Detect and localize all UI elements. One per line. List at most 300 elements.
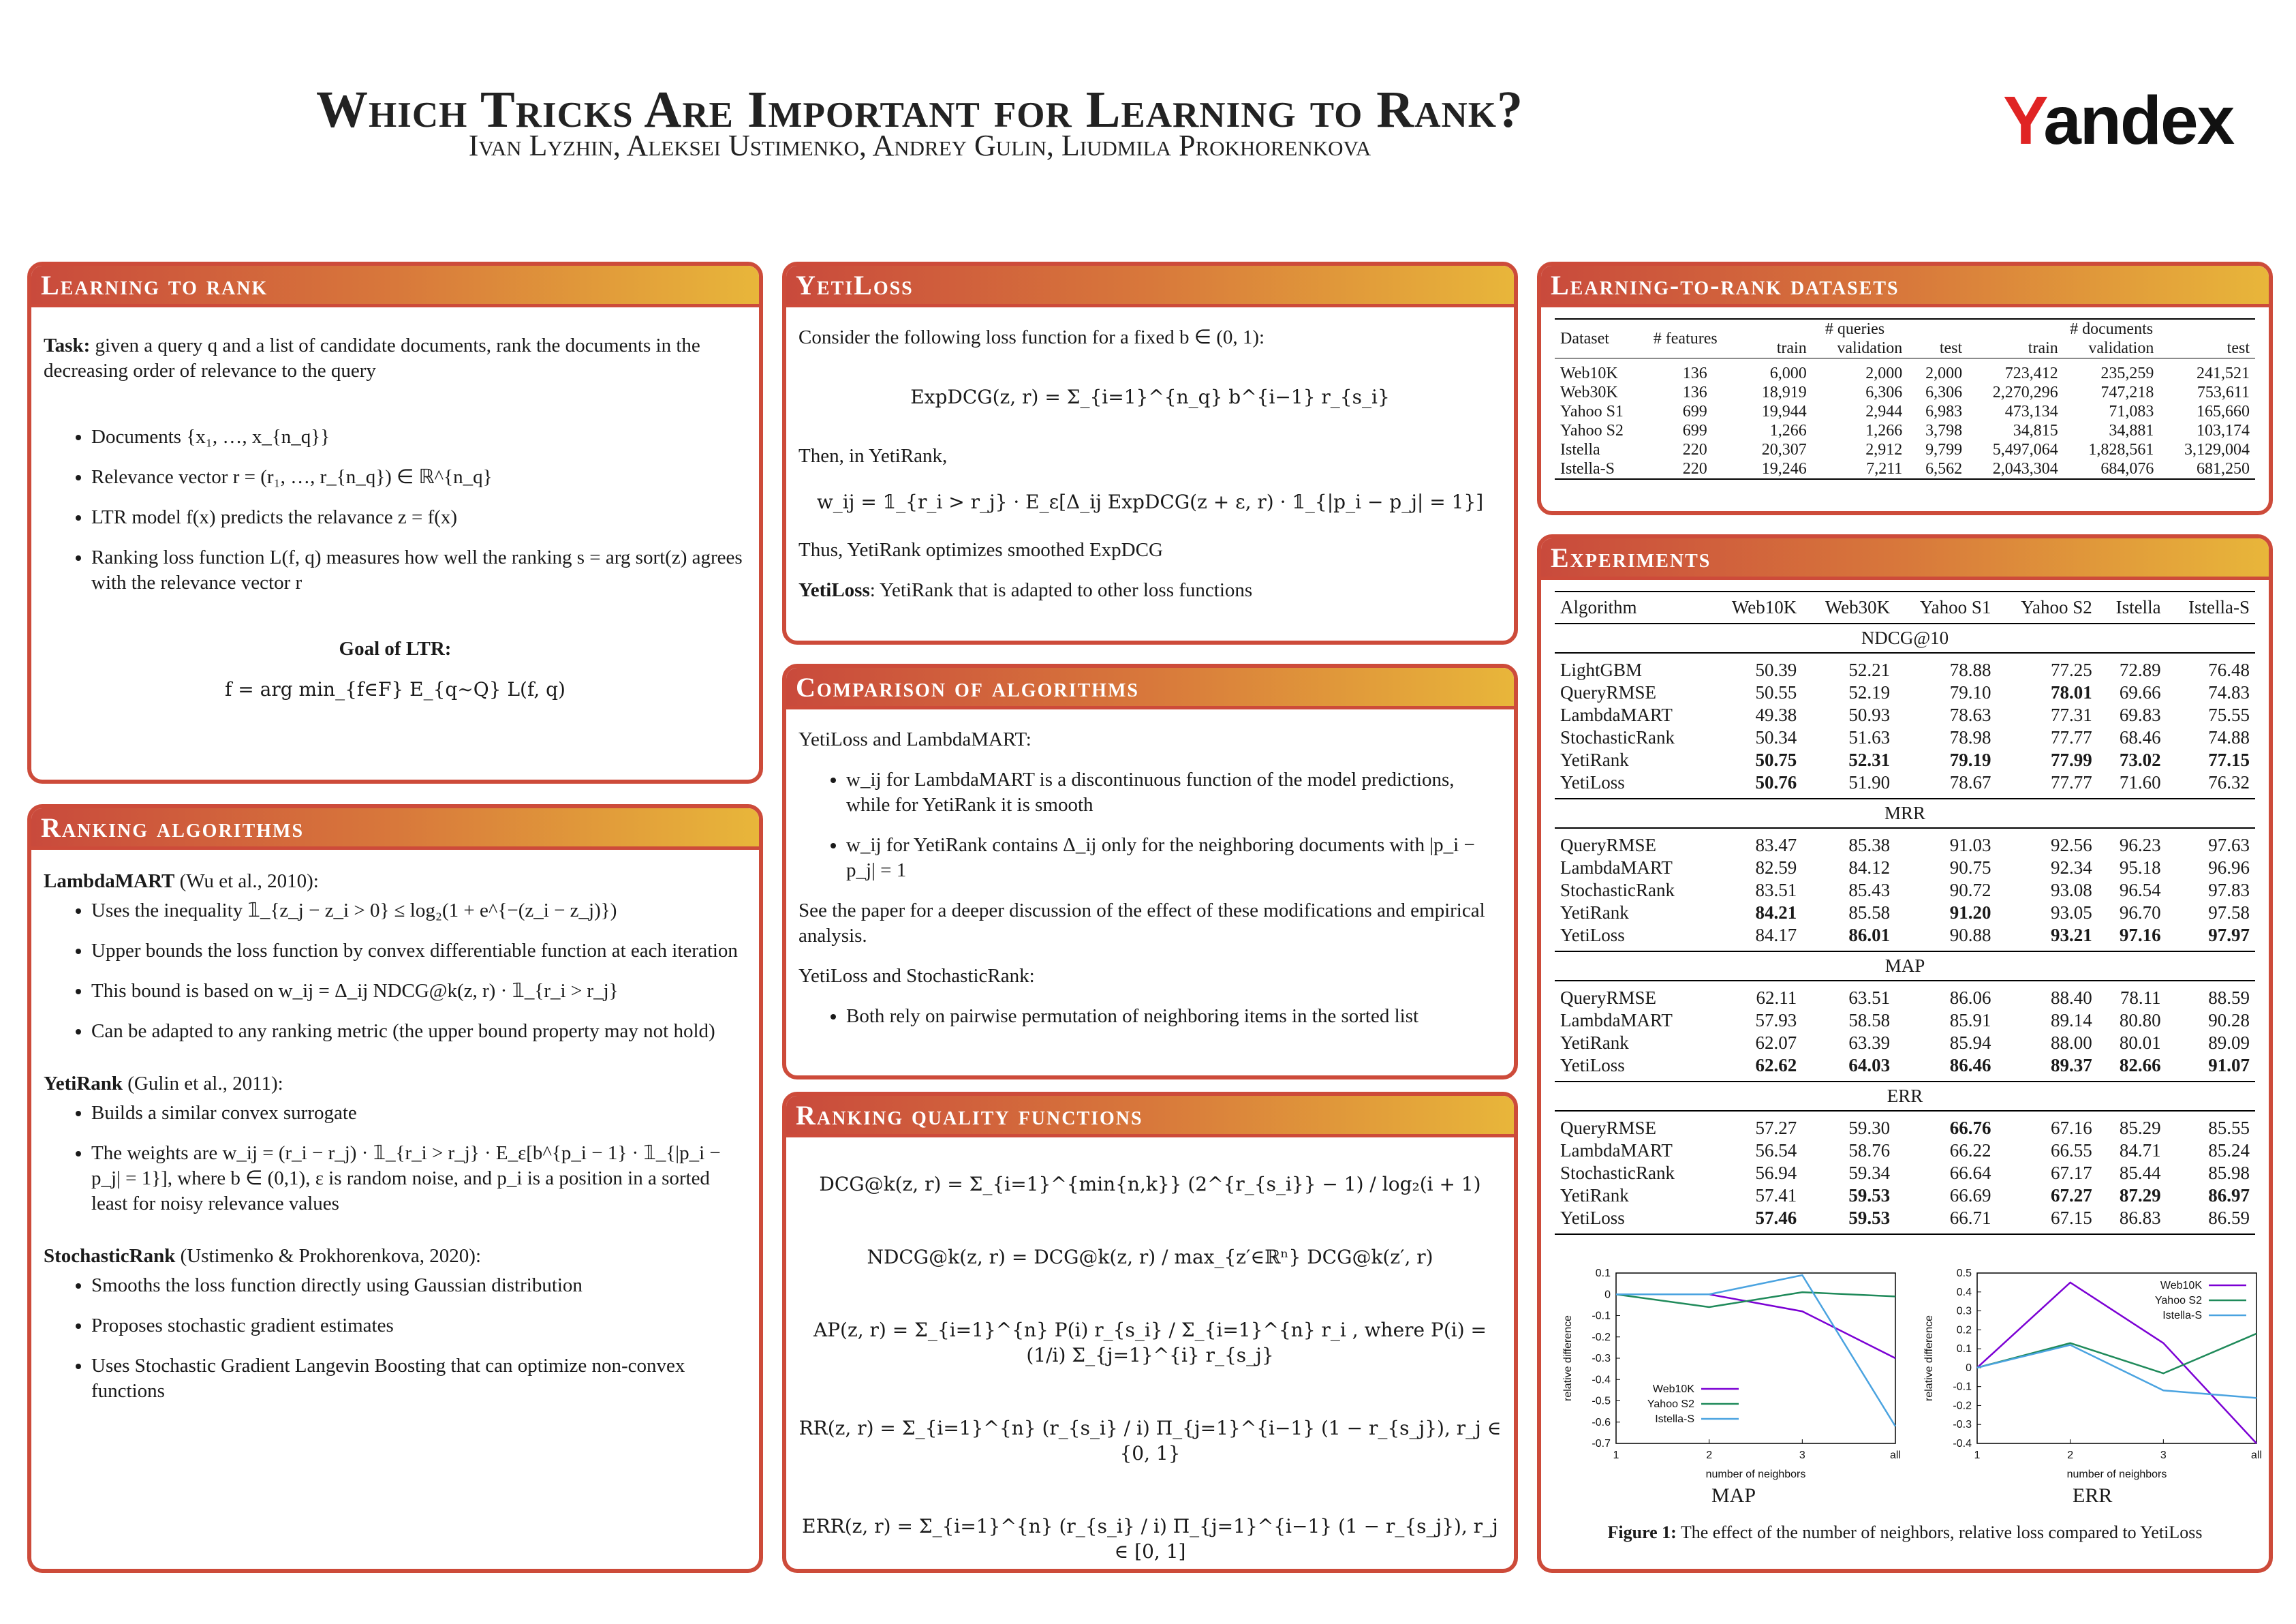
- table-cell: 71.60: [2119, 772, 2161, 793]
- table-cell: 62.11: [1756, 987, 1797, 1008]
- y-tick-label: -0.2: [1592, 1331, 1611, 1343]
- panel-heading: YetiLoss: [786, 266, 1514, 307]
- table-cell: 2,912: [1865, 441, 1903, 459]
- table-cell: 62.07: [1755, 1032, 1797, 1053]
- ndcg-equation: NDCG@k(z, r) = DCG@k(z, r) / max_{z′∈ℝⁿ} DCG@k(z′, r): [867, 1246, 1433, 1268]
- datasets-table-body: [1555, 358, 2255, 480]
- table-cell: Web30K: [1560, 384, 1618, 401]
- table-cell: 66.71: [1949, 1208, 1991, 1228]
- table-cell: 51.63: [1848, 727, 1891, 748]
- table-cell: 52.19: [1848, 682, 1891, 703]
- x-axis-label: number of neighbors: [1705, 1469, 1806, 1480]
- table-cell: 85.94: [1949, 1032, 1991, 1053]
- table-cell: 136: [1682, 384, 1707, 401]
- y-tick-label: -0.5: [1592, 1395, 1611, 1407]
- y-tick-label: -0.3: [1592, 1353, 1611, 1364]
- table-cell: 96.96: [2208, 857, 2250, 878]
- table-cell: 85.43: [1848, 880, 1891, 900]
- table-row: [1555, 1207, 2255, 1234]
- table-row: [1555, 421, 2255, 440]
- table-cell: Istella-S: [1560, 460, 1615, 478]
- table-cell: 76.48: [2208, 660, 2250, 680]
- table-cell: 85.44: [2119, 1163, 2161, 1183]
- legend-label: Istella-S: [1655, 1413, 1694, 1425]
- panel-heading: Learning to rank: [31, 266, 759, 307]
- list-item: • Upper bounds the loss function by convex differentiable function at each iteration: [91, 938, 747, 964]
- y-tick-label: 0.1: [1956, 1343, 1972, 1355]
- table-row: [1555, 1184, 2255, 1207]
- table-row: [1555, 981, 2255, 1009]
- table-row: [1555, 749, 2255, 771]
- table-subheader: train: [1776, 339, 1807, 357]
- table-cell: 86.46: [1949, 1055, 1991, 1075]
- list-item: • Both rely on pairwise permutation of neighboring items in the sorted list: [846, 1004, 1502, 1029]
- err-equation: ERR(z, r) = Σ_{i=1}^{n} (r_{s_i} / i) Π_{j=1}^{i−1} (1 − r_{s_j}), r_j ∈ [0, 1]: [802, 1515, 1498, 1563]
- table-cell: 93.08: [2050, 880, 2092, 900]
- table-cell: 78.67: [1949, 772, 1991, 793]
- table-cell: 64.03: [1848, 1055, 1891, 1075]
- y-tick-label: 0.5: [1956, 1268, 1972, 1279]
- list-item: • Proposes stochastic gradient estimates: [91, 1313, 747, 1338]
- table-cell: 91.20: [1949, 902, 1991, 923]
- table-header: Dataset: [1555, 319, 1648, 358]
- table-cell: YetiLoss: [1560, 1208, 1625, 1228]
- comparison-subtitle-2: YetiLoss and StochasticRank:: [798, 965, 1035, 987]
- experiments-table: [1555, 591, 2255, 1235]
- table-subheader: validation: [2088, 339, 2154, 357]
- table-subheader: test: [2227, 339, 2250, 357]
- x-tick-label: 1: [1974, 1450, 1981, 1461]
- table-cell: 63.39: [1848, 1032, 1891, 1053]
- table-header: Web10K: [1731, 597, 1797, 617]
- legend-label: Web10K: [2160, 1280, 2202, 1291]
- list-item: • Documents {x₁, …, x_{n_q}}: [91, 425, 747, 450]
- y-axis-label: relative difference: [1923, 1315, 1935, 1401]
- table-row: [1555, 771, 2255, 799]
- map-chart: [1555, 1259, 1909, 1484]
- legend-label: Yahoo S2: [2154, 1295, 2202, 1306]
- table-cell: Istella: [1560, 441, 1600, 459]
- table-header: Algorithm: [1560, 597, 1637, 617]
- table-cell: 77.31: [2050, 705, 2092, 725]
- table-cell: Yahoo S2: [1560, 422, 1624, 440]
- table-cell: LambdaMART: [1560, 705, 1673, 725]
- table-cell: 84.17: [1755, 925, 1797, 945]
- task-paragraph: Task: given a query q and a list of candidate documents, rank the documents in the decreasing order of relevance to the query: [44, 335, 700, 382]
- ap-equation: AP(z, r) = Σ_{i=1}^{n} P(i) r_{s_i} / Σ_{i=1}^{n} r_i , where P(i) = (1/i) Σ_{j=1}^{i} r_{s_j}: [813, 1319, 1487, 1366]
- table-cell: LambdaMART: [1560, 1010, 1673, 1030]
- panel-heading: Comparison of algorithms: [786, 668, 1514, 709]
- stochasticrank-list: [44, 1273, 747, 1404]
- table-row: [1555, 440, 2255, 459]
- table-cell: 78.11: [2120, 987, 2161, 1008]
- table-cell: 90.72: [1949, 880, 1991, 900]
- table-cell: 78.63: [1949, 705, 1991, 725]
- yetirank-list: [44, 1101, 747, 1216]
- table-cell: 85.24: [2208, 1140, 2250, 1161]
- poster-authors: Ivan Lyzhin, Aleksei Ustimenko, Andrey Gulin, Liudmila Prokhorenkova: [468, 129, 1371, 162]
- table-cell: 6,306: [1925, 384, 1963, 401]
- table-cell: YetiRank: [1560, 1185, 1629, 1206]
- table-cell: 97.97: [2208, 925, 2250, 945]
- table-cell: 85.38: [1848, 835, 1891, 855]
- table-section-header: [1555, 624, 2255, 653]
- comparison-list-2: [798, 1004, 1502, 1029]
- lambdamart-title: LambdaMART (Wu et al., 2010):: [44, 870, 319, 892]
- table-cell: 57.41: [1755, 1185, 1797, 1206]
- table-cell: 56.54: [1755, 1140, 1797, 1161]
- legend-label: Yahoo S2: [1647, 1398, 1694, 1410]
- table-cell: 97.83: [2208, 880, 2250, 900]
- table-cell: 59.34: [1848, 1163, 1891, 1183]
- table-cell: 66.64: [1949, 1163, 1991, 1183]
- table-subheader: validation: [1837, 339, 1903, 357]
- table-cell: 86.59: [2208, 1208, 2250, 1228]
- table-row: [1555, 1139, 2255, 1162]
- datasets-table: [1555, 318, 2255, 480]
- table-cell: YetiLoss: [1560, 772, 1625, 793]
- table-row: [1555, 1054, 2255, 1082]
- table-cell: 91.07: [2208, 1055, 2250, 1075]
- table-cell: 57.27: [1755, 1118, 1797, 1138]
- table-cell: QueryRMSE: [1560, 1118, 1656, 1138]
- table-cell: 9,799: [1925, 441, 1963, 459]
- table-row: [1555, 902, 2255, 924]
- list-item: • Relevance vector r = (r₁, …, r_{n_q}) ∈ ℝ^{n_q}: [91, 465, 747, 490]
- table-cell: 6,562: [1925, 460, 1963, 478]
- table-cell: 58.58: [1848, 1010, 1891, 1030]
- table-cell: 723,412: [2004, 365, 2058, 382]
- table-row: [1555, 1009, 2255, 1032]
- table-cell: 52.31: [1848, 750, 1891, 770]
- table-row: [1555, 879, 2255, 902]
- table-cell: 51.90: [1848, 772, 1891, 793]
- table-cell: 50.39: [1755, 660, 1797, 680]
- table-cell: 58.76: [1848, 1140, 1891, 1161]
- table-row: [1555, 1032, 2255, 1054]
- table-cell: 75.55: [2208, 705, 2250, 725]
- figure-caption: Figure 1: The effect of the number of neighbors, relative loss compared to YetiLoss: [1607, 1522, 2203, 1542]
- table-cell: 88.40: [2050, 987, 2092, 1008]
- dcg-equation: DCG@k(z, r) = Σ_{i=1}^{min{n,k}} (2^{r_{s_i}} − 1) / log₂(i + 1): [819, 1173, 1481, 1195]
- table-cell: 67.16: [2050, 1118, 2092, 1138]
- table-cell: 103,174: [2197, 422, 2250, 440]
- table-cell: 92.56: [2050, 835, 2092, 855]
- table-cell: 89.09: [2208, 1032, 2250, 1053]
- yetiloss-then: Then, in YetiRank,: [798, 445, 948, 467]
- table-cell: 96.23: [2119, 835, 2161, 855]
- yetiloss-definition: YetiLoss: YetiRank that is adapted to other loss functions: [798, 579, 1253, 601]
- table-cell: 80.80: [2119, 1010, 2161, 1030]
- table-cell: 747,218: [2100, 384, 2154, 401]
- table-cell: 92.34: [2050, 857, 2092, 878]
- table-cell: 68.46: [2119, 727, 2161, 748]
- table-row: [1555, 1162, 2255, 1184]
- yandex-logo: Yandex: [2003, 82, 2234, 159]
- table-cell: 753,611: [2197, 384, 2250, 401]
- table-cell: 5,497,064: [1992, 441, 2058, 459]
- panel-comparison: [782, 664, 1518, 1079]
- panel-ranking-algorithms: [27, 804, 763, 1573]
- table-cell: YetiRank: [1560, 750, 1629, 770]
- list-item: • Can be adapted to any ranking metric (the upper bound property may not hold): [91, 1019, 747, 1044]
- table-cell: 89.37: [2050, 1055, 2092, 1075]
- section-label: MRR: [1555, 799, 2255, 828]
- comparison-subtitle-1: YetiLoss and LambdaMART:: [798, 729, 1031, 750]
- table-section-header: [1555, 1082, 2255, 1111]
- table-cell: 3,798: [1925, 422, 1963, 440]
- table-cell: 136: [1682, 365, 1707, 382]
- table-cell: 2,043,304: [1992, 460, 2058, 478]
- table-cell: 684,076: [2100, 460, 2154, 478]
- table-cell: LightGBM: [1560, 660, 1643, 680]
- table-cell: 50.55: [1755, 682, 1797, 703]
- table-cell: 7,211: [1866, 460, 1903, 478]
- table-cell: 66.69: [1949, 1185, 1991, 1206]
- table-cell: 97.16: [2119, 925, 2161, 945]
- table-cell: 82.66: [2119, 1055, 2161, 1075]
- table-cell: 59.53: [1848, 1185, 1891, 1206]
- table-cell: 19,246: [1761, 460, 1807, 478]
- table-cell: 1,266: [1865, 422, 1903, 440]
- list-item: • LTR model f(x) predicts the relavance z = f(x): [91, 505, 747, 530]
- table-cell: 90.28: [2208, 1010, 2250, 1030]
- table-cell: 473,134: [2004, 403, 2058, 420]
- table-cell: Web10K: [1560, 365, 1618, 382]
- table-cell: 73.02: [2119, 750, 2161, 770]
- table-cell: 50.93: [1848, 705, 1891, 725]
- table-cell: 49.38: [1755, 705, 1797, 725]
- table-cell: 88.59: [2208, 987, 2250, 1008]
- table-cell: 220: [1682, 441, 1707, 459]
- panel-ranking-quality-functions: [782, 1092, 1518, 1573]
- comparison-list-1: [798, 767, 1502, 883]
- table-cell: 97.58: [2208, 902, 2250, 923]
- table-cell: 62.62: [1755, 1055, 1797, 1075]
- table-cell: 72.89: [2119, 660, 2161, 680]
- table-subheader: train: [2028, 339, 2058, 357]
- ltr-bullet-list: [44, 425, 747, 596]
- table-cell: 79.19: [1949, 750, 1991, 770]
- table-cell: 86.83: [2119, 1208, 2161, 1228]
- table-cell: 69.83: [2119, 705, 2161, 725]
- goal-label: Goal of LTR:: [339, 638, 452, 660]
- table-cell: 90.88: [1949, 925, 1991, 945]
- table-row: [1555, 383, 2255, 402]
- list-item: • This bound is based on w_ij = Δ_ij NDCG@k(z, r) · 𝟙_{r_i > r_j}: [91, 979, 747, 1004]
- lambdamart-list: [44, 898, 747, 1044]
- table-cell: StochasticRank: [1560, 727, 1675, 748]
- table-header: Web30K: [1825, 597, 1891, 617]
- y-axis-label: relative difference: [1562, 1315, 1574, 1401]
- table-cell: 95.18: [2119, 857, 2161, 878]
- legend-label: Istella-S: [2162, 1310, 2202, 1321]
- table-cell: 2,270,296: [1992, 384, 2058, 401]
- table-row: [1555, 459, 2255, 479]
- table-cell: 84.71: [2119, 1140, 2161, 1161]
- y-tick-label: 0: [1604, 1289, 1611, 1301]
- table-cell: StochasticRank: [1560, 1163, 1675, 1183]
- table-row: [1555, 358, 2255, 384]
- section-label: NDCG@10: [1555, 624, 2255, 653]
- yetiloss-intro: Consider the following loss function for a fixed b ∈ (0, 1):: [798, 326, 1265, 348]
- list-item: • w_ij for LambdaMART is a discontinuous function of the model predictions, while for YetiRank it is smooth: [846, 767, 1502, 818]
- table-header: Yahoo S1: [1919, 597, 1991, 617]
- table-cell: 74.88: [2208, 727, 2250, 748]
- table-cell: 96.70: [2119, 902, 2161, 923]
- x-tick-label: 2: [1706, 1450, 1713, 1461]
- y-tick-label: 0.3: [1956, 1305, 1972, 1317]
- table-cell: YetiLoss: [1560, 1055, 1625, 1075]
- y-tick-label: -0.2: [1953, 1400, 1972, 1412]
- table-cell: YetiRank: [1560, 902, 1629, 923]
- table-cell: 241,521: [2197, 365, 2250, 382]
- list-item: • w_ij for YetiRank contains Δ_ij only for the neighboring documents with |p_i − p_j| = 1: [846, 833, 1502, 883]
- x-tick-label: all: [1889, 1450, 1902, 1461]
- table-cell: QueryRMSE: [1560, 987, 1656, 1008]
- y-tick-label: -0.6: [1592, 1416, 1611, 1428]
- table-cell: 86.97: [2208, 1185, 2250, 1206]
- table-header: # documents: [2070, 320, 2154, 338]
- table-row: [1555, 924, 2255, 951]
- table-cell: 84.12: [1848, 857, 1891, 878]
- table-cell: 85.29: [2119, 1118, 2161, 1138]
- table-cell: 78.01: [2050, 682, 2092, 703]
- table-cell: 77.77: [2050, 772, 2092, 793]
- table-row: [1555, 402, 2255, 421]
- table-cell: StochasticRank: [1560, 880, 1675, 900]
- x-tick-label: 3: [2160, 1450, 2167, 1461]
- table-cell: 3,129,004: [2184, 441, 2250, 459]
- list-item: • Builds a similar convex surrogate: [91, 1101, 747, 1126]
- stochasticrank-title: StochasticRank (Ustimenko & Prokhorenkova, 2020):: [44, 1245, 481, 1267]
- table-cell: 83.51: [1755, 880, 1797, 900]
- table-cell: 699: [1682, 403, 1707, 420]
- table-cell: 76.32: [2208, 772, 2250, 793]
- x-axis-label: number of neighbors: [2066, 1469, 2167, 1480]
- table-cell: 34,815: [2013, 422, 2058, 440]
- table-cell: 1,828,561: [2088, 441, 2154, 459]
- table-cell: 80.01: [2119, 1032, 2161, 1053]
- table-cell: YetiRank: [1560, 1032, 1629, 1053]
- table-cell: 59.30: [1848, 1118, 1891, 1138]
- table-row: [1555, 704, 2255, 726]
- table-cell: 50.76: [1755, 772, 1797, 793]
- y-tick-label: -0.1: [1953, 1381, 1972, 1393]
- table-row: [1555, 1111, 2255, 1139]
- table-cell: 699: [1682, 422, 1707, 440]
- list-item: • Ranking loss function L(f, q) measures how well the ranking s = arg sort(z) agrees with the relevance vector r: [91, 545, 747, 596]
- section-label: ERR: [1555, 1082, 2255, 1111]
- table-cell: 681,250: [2197, 460, 2250, 478]
- table-header: Istella: [2115, 597, 2161, 617]
- table-cell: 77.15: [2208, 750, 2250, 770]
- legend-label: Web10K: [1652, 1383, 1694, 1395]
- table-cell: 77.25: [2050, 660, 2092, 680]
- table-cell: 67.17: [2050, 1163, 2092, 1183]
- list-item: • Smooths the loss function directly using Gaussian distribution: [91, 1273, 747, 1298]
- y-tick-label: 0.1: [1595, 1268, 1611, 1279]
- table-cell: 63.51: [1848, 987, 1891, 1008]
- table-cell: QueryRMSE: [1560, 835, 1656, 855]
- table-cell: 18,919: [1761, 384, 1807, 401]
- yetirank-weight-equation: w_ij = 𝟙_{r_i > r_j} · E_ε[Δ_ij ExpDCG(z + ε, r) · 𝟙_{|p_i − p_j| = 1}]: [816, 491, 1484, 513]
- table-cell: 93.21: [2050, 925, 2092, 945]
- table-cell: 59.53: [1848, 1208, 1891, 1228]
- table-cell: 57.46: [1755, 1208, 1797, 1228]
- table-cell: 96.54: [2119, 880, 2161, 900]
- y-tick-label: 0.4: [1956, 1286, 1972, 1298]
- table-cell: 85.98: [2208, 1163, 2250, 1183]
- rr-equation: RR(z, r) = Σ_{i=1}^{n} (r_{s_i} / i) Π_{j=1}^{i−1} (1 − r_{s_j}), r_j ∈ {0, 1}: [798, 1417, 1502, 1465]
- table-cell: 87.29: [2119, 1185, 2161, 1206]
- table-cell: 50.34: [1755, 727, 1797, 748]
- err-chart: [1916, 1259, 2270, 1484]
- table-cell: YetiLoss: [1560, 925, 1625, 945]
- table-cell: 85.91: [1949, 1010, 1991, 1030]
- table-cell: 84.21: [1755, 902, 1797, 923]
- table-cell: 57.93: [1755, 1010, 1797, 1030]
- table-cell: 66.76: [1949, 1118, 1991, 1138]
- table-cell: 97.63: [2208, 835, 2250, 855]
- comparison-see-paper: See the paper for a deeper discussion of the effect of these modifications and empirical analysis.: [798, 900, 1485, 947]
- table-cell: 6,000: [1769, 365, 1807, 382]
- table-cell: 2,000: [1865, 365, 1903, 382]
- series-line-istella-s: [1977, 1345, 2256, 1398]
- table-cell: 50.75: [1755, 750, 1797, 770]
- panel-learning-to-rank: [27, 262, 763, 784]
- table-header: Yahoo S2: [2021, 597, 2092, 617]
- y-tick-label: -0.1: [1592, 1310, 1611, 1322]
- table-cell: 77.77: [2050, 727, 2092, 748]
- table-cell: 93.05: [2050, 902, 2092, 923]
- table-row: [1555, 857, 2255, 879]
- table-cell: 235,259: [2100, 365, 2154, 382]
- figure-charts: [1555, 1259, 2263, 1518]
- table-subheader: test: [1939, 339, 1963, 357]
- x-tick-label: 3: [1799, 1450, 1805, 1461]
- panel-heading: Ranking algorithms: [31, 808, 759, 850]
- table-header: Istella-S: [2188, 597, 2250, 617]
- series-line-web10k: [1616, 1294, 1895, 1358]
- list-item: • Uses the inequality 𝟙_{z_j − z_i > 0} ≤ log₂(1 + e^{−(z_i − z_j)}): [91, 898, 747, 923]
- table-cell: 67.15: [2050, 1208, 2092, 1228]
- section-label: MAP: [1555, 951, 2255, 981]
- panel-heading: Learning-to-rank datasets: [1541, 266, 2269, 307]
- table-cell: 19,944: [1761, 403, 1807, 420]
- panel-heading: Ranking quality functions: [786, 1096, 1514, 1137]
- table-cell: 71,083: [2109, 403, 2154, 420]
- table-header: # queries: [1825, 320, 1885, 338]
- table-row: [1555, 681, 2255, 704]
- table-cell: 69.66: [2119, 682, 2161, 703]
- table-cell: 85.55: [2208, 1118, 2250, 1138]
- table-cell: 67.27: [2050, 1185, 2092, 1206]
- table-cell: 1,266: [1769, 422, 1807, 440]
- chart-title-err: ERR: [2073, 1484, 2113, 1507]
- y-tick-label: -0.4: [1953, 1438, 1972, 1450]
- table-row: [1555, 828, 2255, 857]
- table-cell: 74.83: [2208, 682, 2250, 703]
- table-cell: QueryRMSE: [1560, 682, 1656, 703]
- y-tick-label: 0.2: [1956, 1324, 1972, 1336]
- table-cell: 82.59: [1755, 857, 1797, 878]
- table-cell: LambdaMART: [1560, 857, 1673, 878]
- table-cell: 165,660: [2197, 403, 2250, 420]
- table-cell: 6,306: [1865, 384, 1903, 401]
- table-cell: 6,983: [1925, 403, 1963, 420]
- x-tick-label: 2: [2067, 1450, 2074, 1461]
